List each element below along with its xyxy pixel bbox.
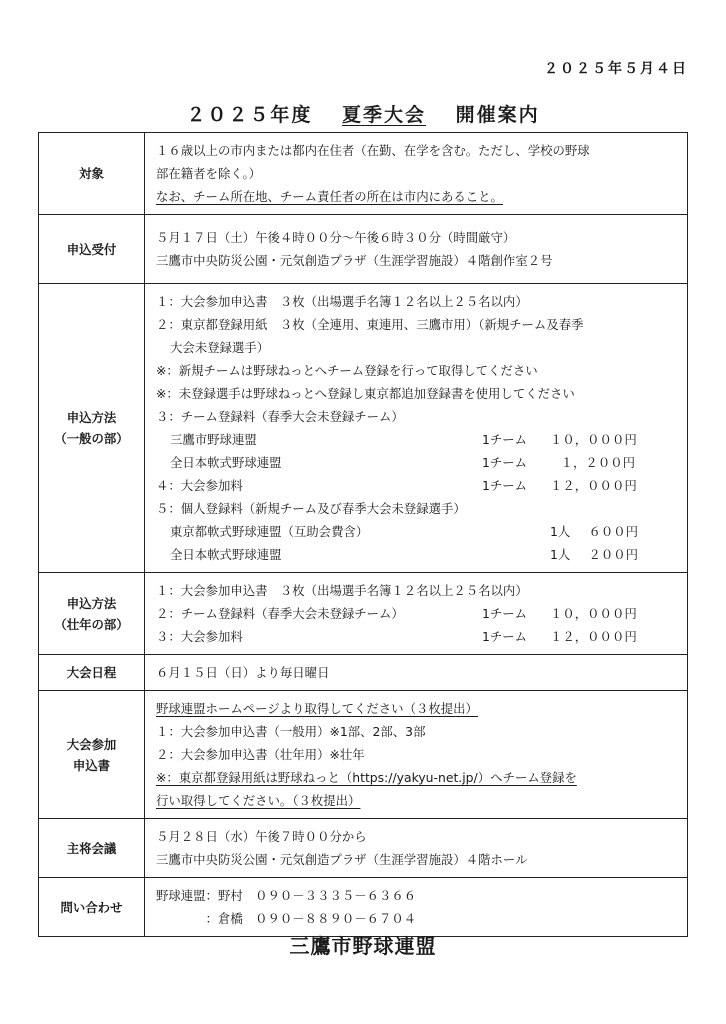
reception-line-1: ５月１７日（土）午後４時００分～午後６時３０分（時間厳守） (156, 230, 516, 245)
page-title (0, 100, 726, 127)
row-contact (39, 878, 688, 937)
fee-amount: ６００円 (588, 524, 638, 539)
row-meeting (39, 819, 688, 878)
general-item-5: ５：個人登録料（新規チーム及び春季大会未登録選手） (156, 501, 466, 516)
label-senior-1: 申込方法 (66, 595, 117, 611)
fee-row-mitaka (156, 428, 677, 451)
fee-amount: １０，０００円 (550, 606, 637, 621)
title-suffix: 開催案内 (455, 104, 540, 126)
fee-unit: 1チーム (482, 478, 528, 493)
issue-date: ２０２５年５月４日 (544, 61, 688, 77)
label-general-2: （一般の部） (54, 431, 129, 446)
content-senior (145, 573, 688, 655)
label-forms (39, 691, 145, 819)
content-target (145, 133, 688, 215)
fee-amount: １，２００円 (560, 455, 635, 470)
row-reception (39, 215, 688, 284)
general-item-2b: 大会未登録選手） (170, 340, 270, 355)
general-item-3: ３：チーム登録料（春季大会未登録チーム） (156, 409, 404, 424)
row-target (39, 133, 688, 215)
content-contact (145, 878, 688, 937)
fee-name: ３：大会参加料 (156, 629, 243, 644)
fee-unit: 1チーム (482, 629, 528, 644)
fee-amount: １２，０００円 (550, 478, 637, 493)
target-line-1: １６歳以上の市内または都内在住者（在勤、在学を含む。ただし、学校の野球 (156, 143, 590, 158)
meeting-line-1: ５月２８日（水）午後７時００分から (156, 829, 367, 844)
senior-fee-row-entry (156, 625, 677, 648)
row-general (39, 284, 688, 573)
fee-unit: 1チーム (482, 432, 528, 447)
reception-line-2: 三鷹市中央防災公園・元気創造プラザ（生涯学習施設）４階創作室２号 (156, 253, 553, 268)
fee-name: 東京都軟式野球連盟（互助会費含） (170, 524, 369, 539)
forms-line-5: 行い取得してください。（３枚提出） (156, 793, 361, 808)
fee-amount: １２，０００円 (550, 629, 637, 644)
fee-name: 全日本軟式野球連盟 (170, 547, 282, 562)
row-schedule (39, 655, 688, 691)
title-year: ２０２５年度 (186, 104, 313, 126)
senior-item-1: １：大会参加申込書 ３枚（出場選手名簿１２名以上２５名以内） (156, 583, 528, 598)
content-forms (145, 691, 688, 819)
content-reception (145, 215, 688, 284)
fee-amount: １０，０００円 (550, 432, 637, 447)
label-meeting: 主将会議 (39, 819, 145, 878)
fee-name: 全日本軟式野球連盟 (170, 455, 282, 470)
content-schedule (145, 655, 688, 691)
fee-row-zennan (156, 451, 677, 474)
contact-line-2: ：倉橋 ０９０－８８９０－６７０４ (156, 911, 417, 926)
forms-line-1: 野球連盟ホームページより取得してください（３枚提出） (156, 701, 478, 716)
fee-name: ４：大会参加料 (156, 478, 243, 493)
label-general (39, 284, 145, 573)
target-line-2: 部在籍者を除く。） (156, 166, 262, 181)
fee-row-individual-tokyo (156, 520, 677, 543)
fee-name: ２：チーム登録料（春季大会未登録チーム） (156, 606, 404, 621)
label-general-1: 申込方法 (66, 410, 117, 425)
fee-row-entry (156, 474, 677, 497)
forms-line-2: １：大会参加申込書（一般用）※1部、2部、3部 (156, 724, 426, 739)
label-schedule: 大会日程 (39, 655, 145, 691)
general-item-2a: ２：東京都登録用紙 ３枚（全連用、東連用、三鷹市用）（新規チーム及春季 (156, 317, 584, 332)
label-target: 対象 (39, 133, 145, 215)
meeting-line-2: 三鷹市中央防災公園・元気創造プラザ（生涯学習施設）４階ホール (156, 852, 528, 867)
label-senior (39, 573, 145, 655)
content-general (145, 284, 688, 573)
general-note-1: ※：新規チームは野球ねっとへチーム登録を行って取得してください (156, 363, 538, 378)
label-contact: 問い合わせ (39, 878, 145, 937)
contact-line-1: 野球連盟：野村 ０９０－３３３５－６３６６ (156, 888, 417, 903)
general-note-2: ※：未登録選手は野球ねっとへ登録し東京都追加登録書を使用してください (156, 386, 575, 401)
row-senior (39, 573, 688, 655)
schedule-text: ６月１５日（日）より毎日曜日 (156, 665, 330, 680)
senior-fee-row-team (156, 602, 677, 625)
fee-amount: ２００円 (588, 547, 638, 562)
target-line-3: なお、チーム所在地、チーム責任者の所在は市内にあること。 (156, 189, 503, 204)
fee-unit: 1チーム (482, 455, 528, 470)
label-forms-2: 申込書 (72, 757, 111, 773)
fee-row-individual-zennan (156, 543, 677, 566)
forms-line-3: ２：大会参加申込書（壮年用）※壮年 (156, 747, 365, 762)
label-senior-2: （壮年の部） (54, 616, 129, 632)
label-forms-1: 大会参加 (66, 736, 117, 752)
fee-unit: 1チーム (482, 606, 528, 621)
organization-name: 三鷹市野球連盟 (289, 934, 437, 958)
forms-line-4: ※：東京都登録用紙は野球ねっと（https://yakyu-net.jp/）へチーム登録を (156, 770, 577, 785)
content-meeting (145, 819, 688, 878)
fee-unit: 1人 (550, 547, 571, 562)
general-item-1: １：大会参加申込書 ３枚（出場選手名簿１２名以上２５名以内） (156, 294, 528, 309)
fee-unit: 1人 (550, 524, 571, 539)
label-reception: 申込受付 (39, 215, 145, 284)
fee-name: 三鷹市野球連盟 (170, 432, 257, 447)
row-forms (39, 691, 688, 819)
title-event: 夏季大会 (341, 104, 426, 126)
info-table (38, 132, 688, 937)
